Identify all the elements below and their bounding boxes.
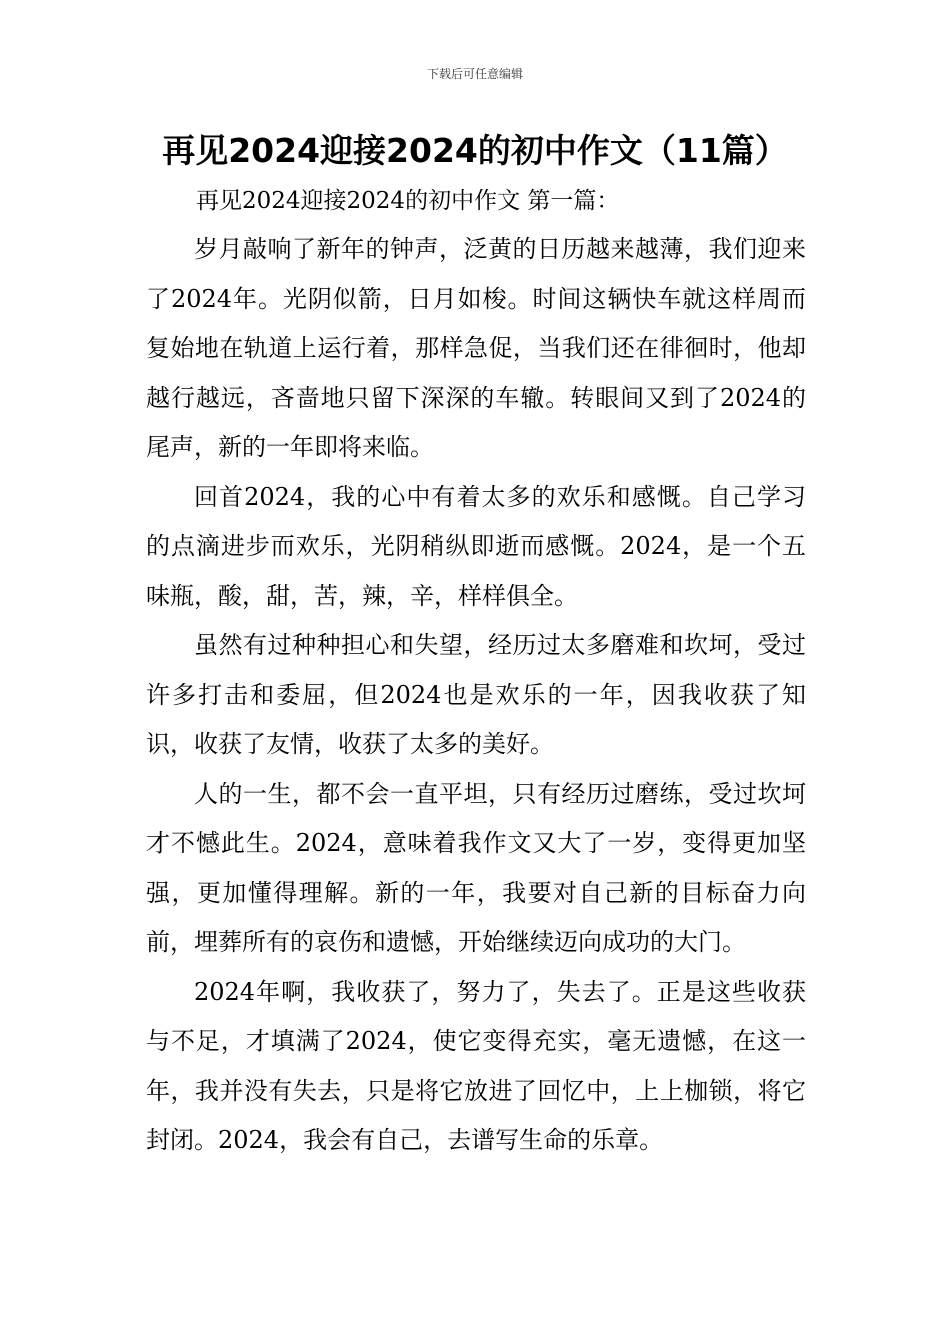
paragraph-5: 2024年啊，我收获了，努力了，失去了。正是这些收获与不足，才填满了2024，使它变得充实，毫无遗憾，在这一年，我并没有失去，只是将它放进了回忆中，上上枷锁，将它封闭。2024，我会有自己，去谱写生命的乐章。 bbox=[146, 977, 806, 1154]
paragraph-2: 回首2024，我的心中有着太多的欢乐和感慨。自己学习的点滴进步而欢乐，光阴稍纵即逝而感慨。2024，是一个五味瓶，酸，甜，苦，辣，辛，样样俱全。 bbox=[146, 482, 806, 610]
paragraph-1: 岁月敲响了新年的钟声，泛黄的日历越来越薄，我们迎来了2024年。光阴似箭，日月如梭。时间这辆快车就这样周而复始地在轨道上运行着，那样急促，当我们还在徘徊时，他却越行越远，吝啬地只留下深深的车辙。转眼间又到了2024的尾声，新的一年即将来临。 bbox=[146, 235, 806, 461]
section-heading: 再见2024迎接2024的初中作文 第一篇： bbox=[196, 188, 620, 214]
body-text bbox=[146, 225, 806, 1166]
paragraph-4: 人的一生，都不会一直平坦，只有经历过磨练，受过坎坷才不憾此生。2024，意味着我作文又大了一岁，变得更加坚强，更加懂得理解。新的一年，我要对自己新的目标奋力向前，埋葬所有的哀伤和遗憾，开始继续迈向成功的大门。 bbox=[146, 779, 806, 956]
paragraph-3: 虽然有过种种担心和失望，经历过太多磨难和坎坷，受过许多打击和委屈，但2024也是欢乐的一年，因我收获了知识，收获了友情，收获了太多的美好。 bbox=[146, 631, 806, 758]
document-title: 再见2024迎接2024的初中作文（11篇） bbox=[162, 131, 788, 170]
header-note: 下载后可任意编辑 bbox=[426, 67, 523, 81]
